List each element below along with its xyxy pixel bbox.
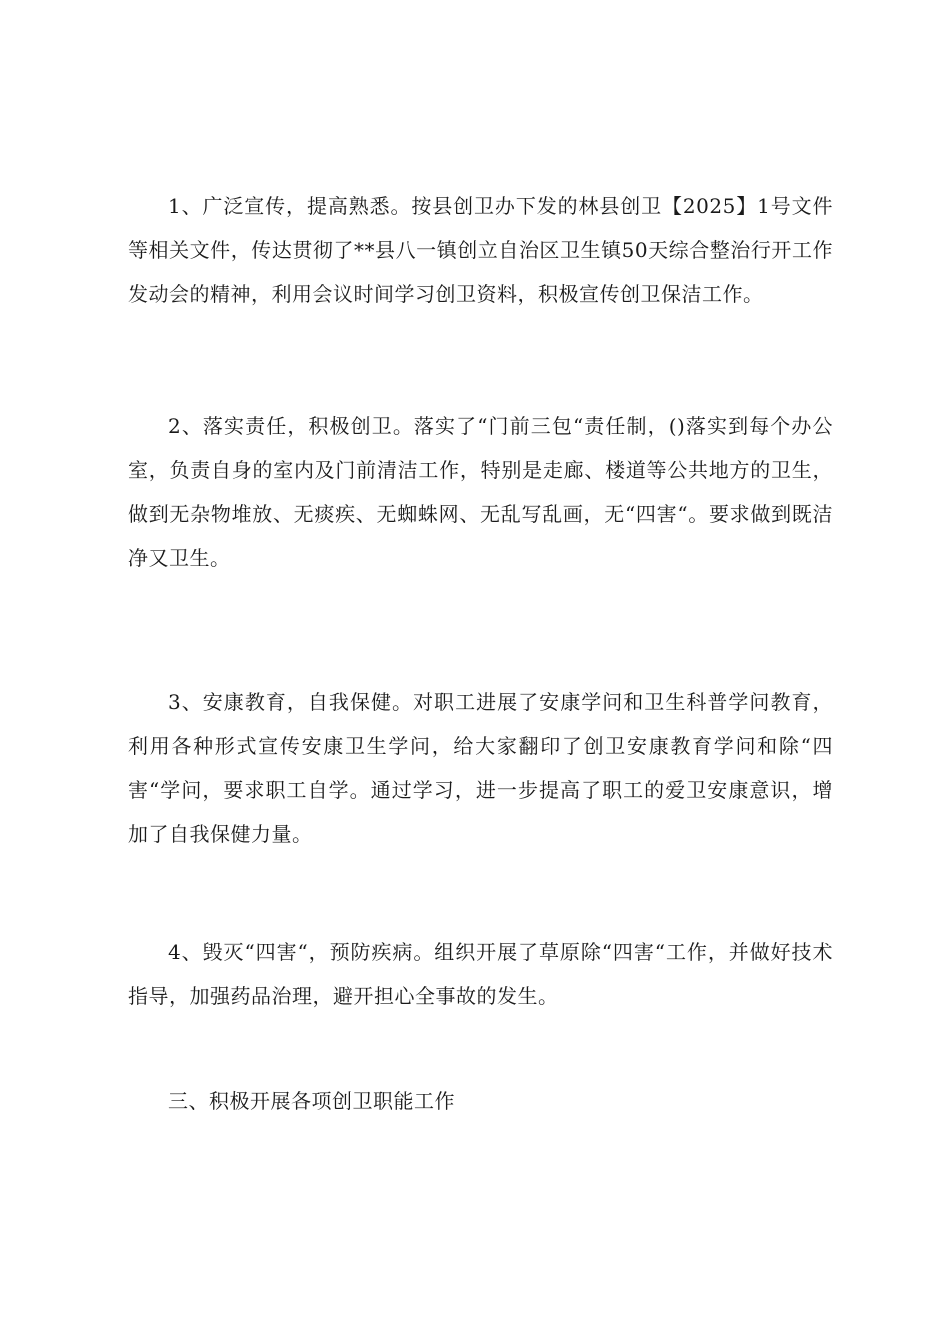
paragraph-publicity: 1、广泛宣传，提高熟悉。按县创卫办下发的林县创卫【2025】1号文件等相关文件，传达贯彻了**县八一镇创立自治区卫生镇50天综合整治行开工作发动会的精神，利用会议时间学习创卫资料，积极宣传创卫保洁工作。 bbox=[128, 194, 833, 306]
paragraph-responsibility: 2、落实责任，积极创卫。落实了“门前三包“责任制，()落实到每个办公室，负责自身的室内及门前清洁工作，特别是走廊、楼道等公共地方的卫生，做到无杂物堆放、无痰疾、无蜘蛛网、无乱写乱画，无“四害“。要求做到既洁净又卫生。 bbox=[128, 414, 833, 570]
paragraph-health-education: 3、安康教育，自我保健。对职工进展了安康学问和卫生科普学问教育，利用各种形式宣传安康卫生学问，给大家翻印了创卫安康教育学问和除“四害“学问，要求职工自学。通过学习，进一步提高了职工的爱卫安康意识，增加了自我保健力量。 bbox=[128, 690, 833, 846]
paragraph-pest-control: 4、毁灭“四害“，预防疾病。组织开展了草原除“四害“工作，并做好技术指导，加强药品治理，避开担心全事故的发生。 bbox=[128, 940, 833, 1008]
section-heading: 三、积极开展各项创卫职能工作 bbox=[168, 1089, 455, 1113]
